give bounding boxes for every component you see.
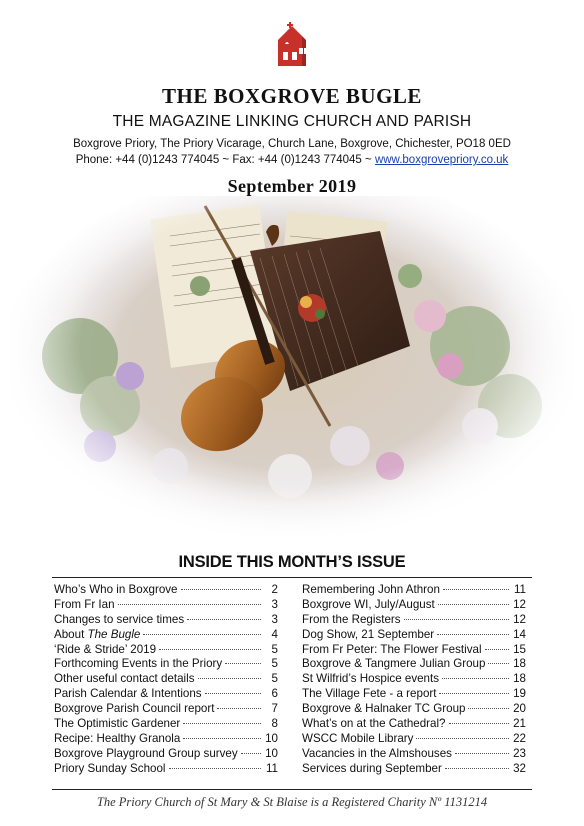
dot-leader [416,738,509,739]
contents-item-title: Who’s Who in Boxgrove [54,583,178,596]
contents-item-page: 20 [513,702,526,716]
contents-item[interactable] [302,628,526,643]
contents-item-title: The Optimistic Gardener [54,717,181,731]
contents-item-page: 3 [271,612,278,626]
contents-item-title: Boxgrove WI, July/August [302,597,435,611]
website-link[interactable]: www.boxgrovepriory.co.uk [374,154,509,166]
issue-date: September 2019 [227,176,357,196]
contents-item[interactable] [302,672,526,687]
dot-leader [439,693,509,694]
contents-item-page: 10 [265,731,278,745]
contents-item[interactable] [54,687,278,702]
contents-item-title: Priory Sunday School [54,761,166,775]
contents-item[interactable] [54,643,278,658]
church-logo-icon [272,22,312,70]
contents-item[interactable] [302,717,526,732]
contents-item[interactable] [302,598,526,613]
contents-item-title [54,628,140,643]
dot-leader [225,663,261,664]
contents-item-title: Forthcoming Events in the Priory [54,657,223,671]
contents-item[interactable] [302,762,526,777]
contents-item-title: ‘Ride & Stride’ 2019 [54,642,157,656]
contents-item[interactable] [54,598,278,613]
contents-item-page: 7 [271,702,278,716]
contents-item-title: Boxgrove & Halnaker TC Group [302,702,466,716]
contents-item-title: Recipe: Healthy Granola [54,731,181,745]
dot-leader [455,753,509,754]
dot-leader [183,738,261,739]
contents-item-page: 3 [271,597,278,611]
contents-item-page: 8 [271,717,278,731]
contents-item[interactable] [54,657,278,672]
contents-left-column [54,583,278,777]
contents-item[interactable] [54,762,278,777]
dot-leader [183,723,261,724]
contents-item-page: 23 [513,746,526,760]
phone-fax-text: Phone: +44 (0)1243 774045 ~ Fax: +44 (0)1243 774045 ~ [75,154,375,166]
dot-leader [143,634,261,635]
contents-item-title: Boxgrove & Tangmere Julian Group [302,657,486,671]
contents-item[interactable] [302,747,526,762]
contents-item-page: 4 [271,627,278,641]
contents-item-title: Other useful contact details [54,672,195,686]
contents-item-page: 18 [513,657,526,671]
contents-item-title-em: The Bugle [87,627,141,641]
dot-leader [442,678,509,679]
contents-item-page: 10 [265,746,278,760]
violin-zither-flowers-photo [10,196,574,538]
contents-item-title: Dog Show, 21 September [302,627,435,641]
contents-item[interactable] [302,702,526,717]
dot-leader [169,768,262,769]
contents-item-page: 19 [513,687,526,701]
contents-item[interactable] [302,732,526,747]
contents-item-title: St Wilfrid’s Hospice events [302,672,440,686]
contents-item-page: 21 [513,717,526,731]
contents-item[interactable] [54,717,278,732]
contents-item-page: 12 [513,612,526,626]
charity-notice: The Priory Church of St Mary & St Blaise is a Registered Charity Nº 1131214 [96,795,488,809]
contents-item[interactable] [54,702,278,717]
contents-item-title: From Fr Peter: The Flower Festival [302,642,482,656]
contents-item[interactable] [302,687,526,702]
magazine-title: THE BOXGROVE BUGLE [162,84,422,108]
contents-item-page: 12 [513,597,526,611]
dot-leader [449,723,509,724]
contents-item-page: 2 [271,583,278,596]
contents-item-page: 5 [271,657,278,671]
contents-item-title: What’s on at the Cathedral? [302,717,446,731]
contents-item[interactable] [302,643,526,658]
dot-leader [404,619,509,620]
dot-leader [445,768,509,769]
dot-leader [159,649,261,650]
contact-line [0,154,584,166]
contents-item-page: 32 [513,761,526,775]
dot-leader [438,604,509,605]
contents-item[interactable] [54,747,278,762]
footer-rule [52,789,532,790]
contents-right-column [302,583,526,777]
dot-leader [437,634,509,635]
contents-item[interactable] [302,657,526,672]
contents-item-title: WSCC Mobile Library [302,731,414,745]
dot-leader [118,604,261,605]
postal-address: Boxgrove Priory, The Priory Vicarage, Church Lane, Boxgrove, Chichester, PO18 0ED [73,138,511,150]
contents-item-title: Remembering John Athron [302,583,440,596]
dot-leader [217,708,261,709]
contents-item-title: Services during September [302,761,442,775]
contents-item[interactable] [54,628,278,643]
dot-leader [181,589,261,590]
contents-item[interactable] [54,583,278,598]
contents-item[interactable] [54,732,278,747]
contents-top-rule [52,577,532,578]
dot-leader [187,619,261,620]
dot-leader [241,753,261,754]
contents-item-title-pre: About [54,627,88,641]
contents-item-page: 11 [513,583,526,596]
contents-item[interactable] [54,672,278,687]
contents-item-page: 18 [513,672,526,686]
dot-leader [205,693,261,694]
contents-item-page: 22 [513,731,526,745]
contents-item-title: Changes to service times [54,612,185,626]
contents-item-title: Boxgrove Parish Council report [54,702,215,716]
contents-item[interactable] [54,613,278,628]
contents-item-page: 6 [271,687,278,701]
contents-heading: INSIDE THIS MONTH’S ISSUE [178,553,406,571]
contents-item-title: From Fr Ian [54,597,115,611]
contents-item-page: 15 [513,642,526,656]
contents-item-page: 5 [271,672,278,686]
magazine-subtitle: THE MAGAZINE LINKING CHURCH AND PARISH [112,113,472,130]
contents-item-title: Vacancies in the Almshouses [302,746,452,760]
contents-item-title: Boxgrove Playground Group survey [54,746,238,760]
contents-item-title: From the Registers [302,612,401,626]
dot-leader [485,649,509,650]
dot-leader [198,678,262,679]
dot-leader [443,589,509,590]
contents-item[interactable] [302,613,526,628]
contents-item-title: Parish Calendar & Intentions [54,687,202,701]
dot-leader [488,663,509,664]
dot-leader [468,708,509,709]
contents-item[interactable] [302,583,526,598]
contents-item-page: 5 [271,642,278,656]
contents-item-page: 11 [265,761,278,775]
contents-item-page: 14 [513,627,526,641]
contents-item-title: The Village Fete - a report [302,687,437,701]
